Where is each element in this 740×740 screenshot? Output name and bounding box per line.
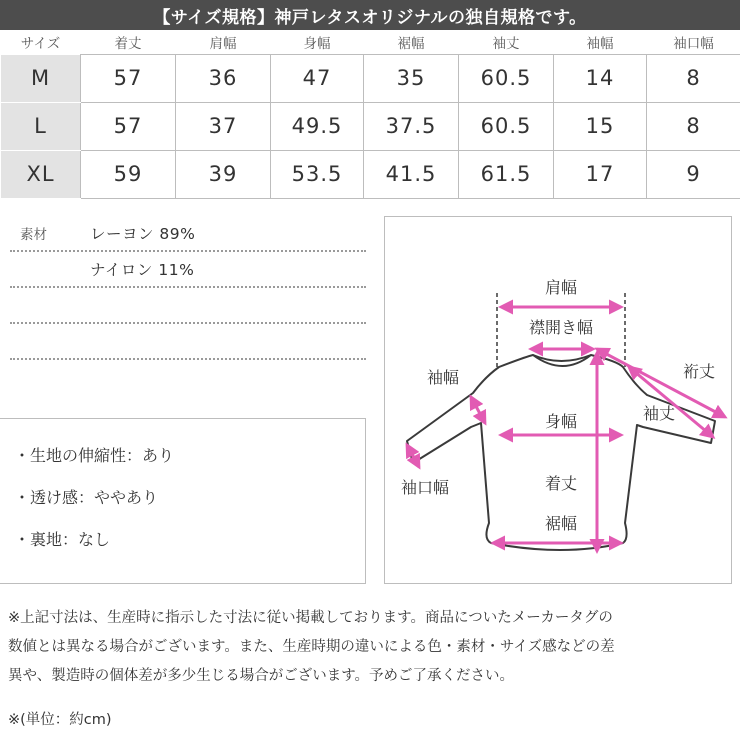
material-section bbox=[10, 216, 366, 360]
table-cell: 41.5 bbox=[364, 150, 459, 198]
table-cell: 49.5 bbox=[271, 102, 364, 150]
table-cell: 35 bbox=[364, 54, 459, 102]
disclaimer-notes bbox=[8, 604, 736, 691]
unit-note: ※(単位：約cm) bbox=[8, 712, 112, 728]
feature-sheerness: ・透け感：ややあり bbox=[14, 488, 159, 507]
label-length: 着丈 bbox=[544, 474, 578, 493]
table-row bbox=[1, 54, 740, 102]
table-cell: 14 bbox=[554, 54, 647, 102]
sleeve-width-arrow bbox=[471, 397, 485, 423]
fabric-features-box bbox=[0, 418, 366, 584]
header-length: 着丈 bbox=[81, 30, 176, 54]
size-spec-banner bbox=[0, 0, 740, 30]
table-cell: 60.5 bbox=[459, 54, 554, 102]
table-cell: 59 bbox=[81, 150, 176, 198]
material-value: レーヨン 89% bbox=[90, 225, 196, 243]
header-cuff-width: 袖口幅 bbox=[647, 30, 740, 54]
size-table bbox=[0, 30, 740, 199]
banner-title: 【サイズ規格】神戸レタスオリジナルの独自規格です。 bbox=[153, 7, 587, 28]
size-label: XL bbox=[1, 150, 81, 198]
table-cell: 37.5 bbox=[364, 102, 459, 150]
header-sleeve-length: 袖丈 bbox=[459, 30, 554, 54]
table-cell: 9 bbox=[647, 150, 740, 198]
table-cell: 8 bbox=[647, 54, 740, 102]
header-hem-width: 裾幅 bbox=[364, 30, 459, 54]
material-row bbox=[10, 252, 366, 288]
label-hem: 裾幅 bbox=[544, 514, 578, 533]
label-shoulder: 肩幅 bbox=[544, 278, 578, 297]
size-label: M bbox=[1, 54, 81, 102]
table-cell: 47 bbox=[271, 54, 364, 102]
material-label: 素材 bbox=[20, 227, 47, 243]
feature-stretch: ・生地の伸縮性：あり bbox=[14, 446, 175, 465]
table-cell: 39 bbox=[176, 150, 271, 198]
material-value: ナイロン 11% bbox=[90, 261, 195, 279]
header-sleeve-width: 袖幅 bbox=[554, 30, 647, 54]
table-cell: 17 bbox=[554, 150, 647, 198]
feature-lining: ・裏地：なし bbox=[14, 530, 111, 549]
note-line: 数値とは異なる場合がございます。また、生産時期の違いによる色・素材・サイズ感などの差 bbox=[8, 639, 615, 655]
label-neck: 襟開き幅 bbox=[528, 318, 594, 337]
material-row bbox=[10, 324, 366, 360]
table-cell: 8 bbox=[647, 102, 740, 150]
header-shoulder: 肩幅 bbox=[176, 30, 271, 54]
table-cell: 36 bbox=[176, 54, 271, 102]
note-line: ※上記寸法は、生産時に指示した寸法に従い掲載しております。商品についたメーカータグの bbox=[8, 610, 613, 626]
table-cell: 57 bbox=[81, 102, 176, 150]
label-sleeve-length: 袖丈 bbox=[642, 404, 676, 423]
table-cell: 61.5 bbox=[459, 150, 554, 198]
label-raglan: 裄丈 bbox=[682, 362, 716, 381]
table-cell: 53.5 bbox=[271, 150, 364, 198]
table-cell: 57 bbox=[81, 54, 176, 102]
label-body-width: 身幅 bbox=[544, 412, 578, 431]
material-row bbox=[10, 216, 366, 252]
measurement-diagram bbox=[384, 216, 732, 584]
label-sleeve-width: 袖幅 bbox=[426, 368, 460, 387]
size-label: L bbox=[1, 102, 81, 150]
material-row bbox=[10, 288, 366, 324]
table-row bbox=[1, 150, 740, 198]
label-cuff: 袖口幅 bbox=[400, 478, 450, 497]
table-header-row bbox=[1, 30, 740, 54]
table-row bbox=[1, 102, 740, 150]
note-line: 異や、製造時の個体差が多少生じる場合がございます。予めご了承ください。 bbox=[8, 668, 515, 684]
header-size: サイズ bbox=[1, 30, 81, 54]
table-cell: 60.5 bbox=[459, 102, 554, 150]
header-body-width: 身幅 bbox=[271, 30, 364, 54]
table-cell: 37 bbox=[176, 102, 271, 150]
garment-diagram-svg bbox=[385, 217, 733, 585]
table-cell: 15 bbox=[554, 102, 647, 150]
